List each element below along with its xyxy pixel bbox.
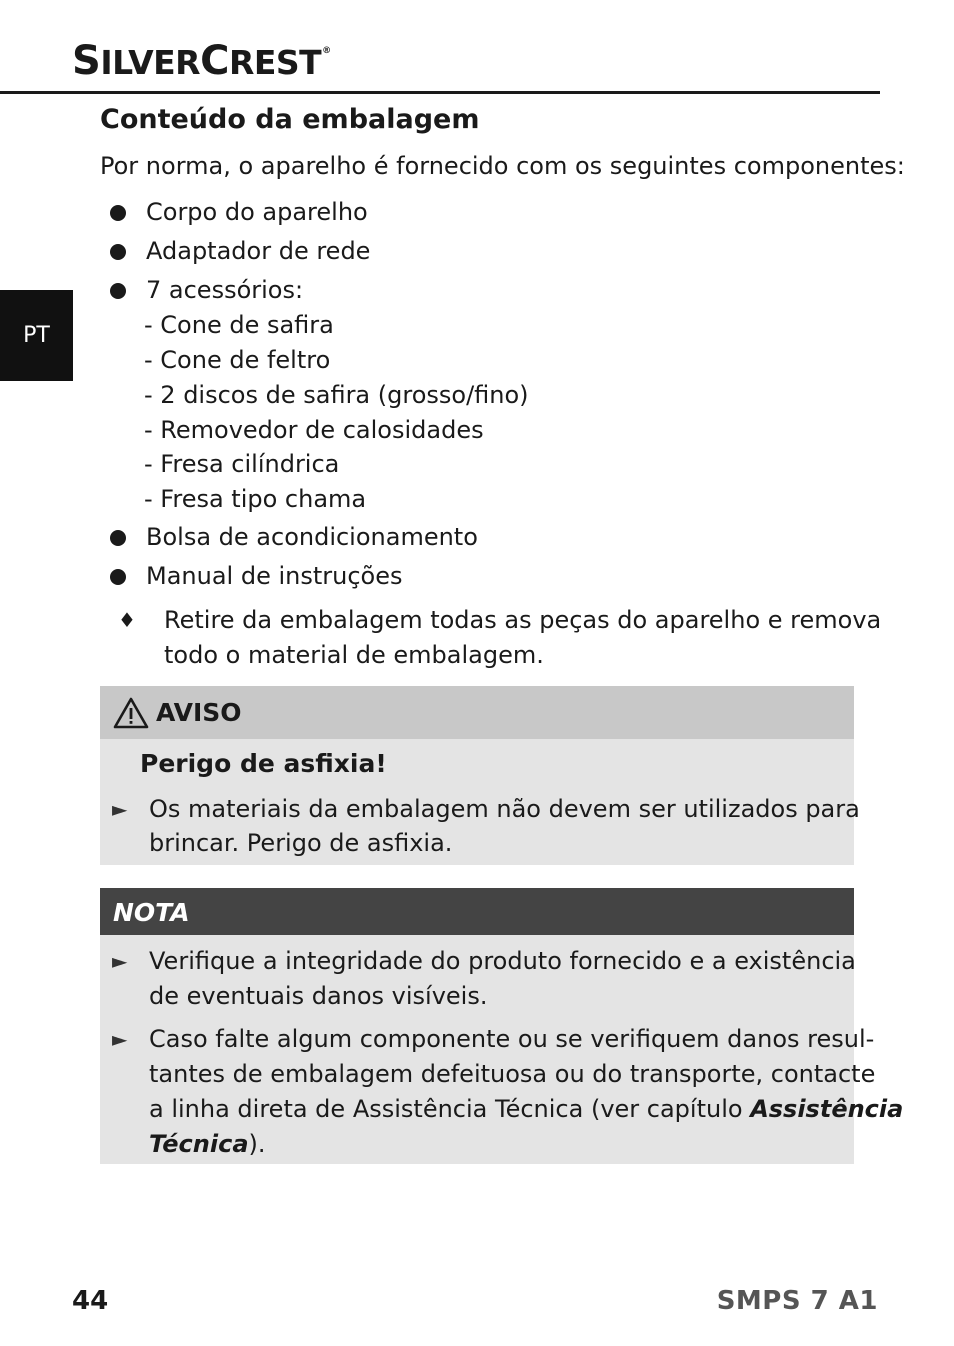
note-line: de eventuais danos visíveis. xyxy=(149,982,488,1010)
list-item: Adaptador de rede xyxy=(146,237,371,265)
bullet-dot xyxy=(110,569,126,585)
list-item: Bolsa de acondicionamento xyxy=(146,523,478,551)
note-header xyxy=(100,888,854,935)
note-box xyxy=(100,888,904,1164)
bullet-dot xyxy=(110,530,126,546)
accessory-item: - Removedor de calosidades xyxy=(144,416,484,444)
header-rule xyxy=(0,91,880,94)
brand-logo: SILVERCREST® xyxy=(72,38,331,84)
bullet-dot xyxy=(110,244,126,260)
diamond-icon: ♦ xyxy=(118,608,136,632)
bullet-dot xyxy=(110,283,126,299)
list-item: 7 acessórios: xyxy=(146,276,304,304)
page-number: 44 xyxy=(72,1286,109,1316)
warning-title: AVISO xyxy=(156,698,242,727)
arrow-right-icon: ► xyxy=(112,1027,128,1051)
instruction-line: Retire da embalagem todas as peças do aparelho e remova xyxy=(164,606,882,634)
warning-triangle-icon xyxy=(113,697,149,729)
bullet-dot xyxy=(110,205,126,221)
accessory-item: - Fresa tipo chama xyxy=(144,485,367,513)
accessory-item: - 2 discos de safira (grosso/fino) xyxy=(144,381,529,409)
chapter-reference: Técnica xyxy=(149,1130,249,1158)
model-name: SMPS 7 A1 xyxy=(716,1286,878,1316)
language-tab: PT xyxy=(0,290,73,381)
arrow-right-icon: ► xyxy=(112,797,128,821)
warning-box xyxy=(100,686,860,865)
warning-header xyxy=(100,686,854,739)
instruction-line: todo o material de embalagem. xyxy=(164,641,544,669)
note-line: Técnica). xyxy=(149,1130,266,1158)
accessory-item: - Cone de feltro xyxy=(144,346,331,374)
section-intro: Por norma, o aparelho é fornecido com os seguintes componentes: xyxy=(100,152,905,180)
list-item: Corpo do aparelho xyxy=(146,198,368,226)
arrow-right-icon: ► xyxy=(112,949,128,973)
warning-line: brincar. Perigo de asfixia. xyxy=(149,829,453,857)
chapter-reference: Assistência xyxy=(750,1095,904,1123)
warning-line: Os materiais da embalagem não devem ser utilizados para xyxy=(149,795,860,823)
section-title: Conteúdo da embalagem xyxy=(100,104,480,135)
note-line: Verifique a integridade do produto fornecido e a existência xyxy=(149,947,856,975)
list-item: Manual de instruções xyxy=(146,562,403,590)
note-title: NOTA xyxy=(113,898,190,927)
accessory-item: - Fresa cilíndrica xyxy=(144,450,340,478)
warning-subtitle: Perigo de asfixia! xyxy=(140,749,387,778)
note-line: Caso falte algum componente ou se verifiquem danos resul- xyxy=(149,1025,875,1053)
note-line: tantes de embalagem defeituosa ou do transporte, contacte xyxy=(149,1060,876,1088)
accessory-item: - Cone de safira xyxy=(144,311,334,339)
note-line: a linha direta de Assistência Técnica (ver capítulo Assistência xyxy=(149,1095,904,1123)
